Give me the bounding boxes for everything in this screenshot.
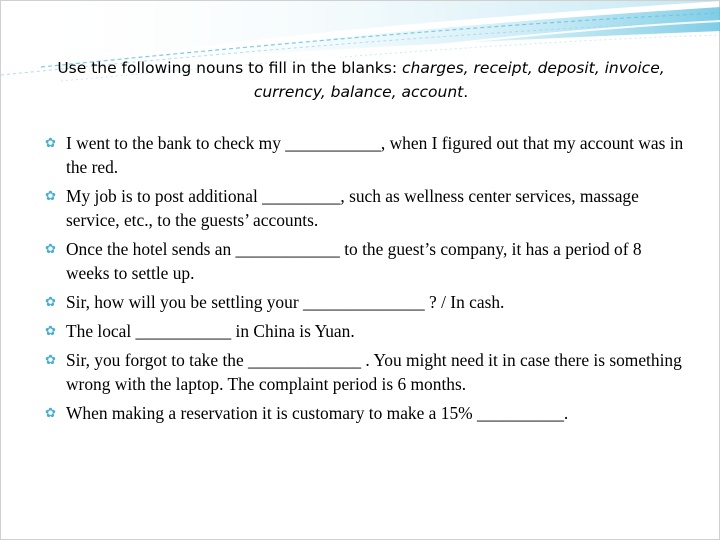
instruction-lead: Use the following nouns to fill in the blanks: (57, 59, 403, 77)
exercise-item-7 (45, 401, 685, 425)
instruction-heading (41, 56, 681, 104)
exercise-text: Sir, how will you be settling your ______________ ? / In cash. (66, 292, 505, 312)
exercise-item-4 (45, 290, 685, 314)
exercise-text: Sir, you forgot to take the _____________ . You might need it in case there is something wrong with the laptop. The complaint period is 6 months. (66, 350, 682, 394)
exercise-list (45, 131, 685, 430)
exercise-text: When making a reservation it is customary to make a 15% __________. (66, 403, 569, 423)
exercise-item-6 (45, 348, 685, 396)
instruction-end: . (463, 83, 469, 101)
exercise-item-2 (45, 184, 685, 232)
exercise-item-3 (45, 237, 685, 285)
flower-bullet-icon: ✿ (45, 241, 56, 256)
exercise-text: I went to the bank to check my ___________, when I figured out that my account was in the red. (66, 133, 684, 177)
flower-bullet-icon: ✿ (45, 135, 56, 150)
flower-bullet-icon: ✿ (45, 188, 56, 203)
flower-bullet-icon: ✿ (45, 323, 56, 338)
exercise-item-5 (45, 319, 685, 343)
exercise-text: Once the hotel sends an ____________ to the guest’s company, it has a period of 8 weeks to settle up. (66, 239, 642, 283)
flower-bullet-icon: ✿ (45, 405, 56, 420)
exercise-item-1 (45, 131, 685, 179)
exercise-text: The local ___________ in China is Yuan. (66, 321, 355, 341)
exercise-text: My job is to post additional _________, such as wellness center services, massage service, etc., to the guests’ accounts. (66, 186, 639, 230)
flower-bullet-icon: ✿ (45, 294, 56, 309)
instruction-word-list: charges, receipt, deposit, invoice, currency, balance, account (253, 59, 665, 101)
flower-bullet-icon: ✿ (45, 352, 56, 367)
